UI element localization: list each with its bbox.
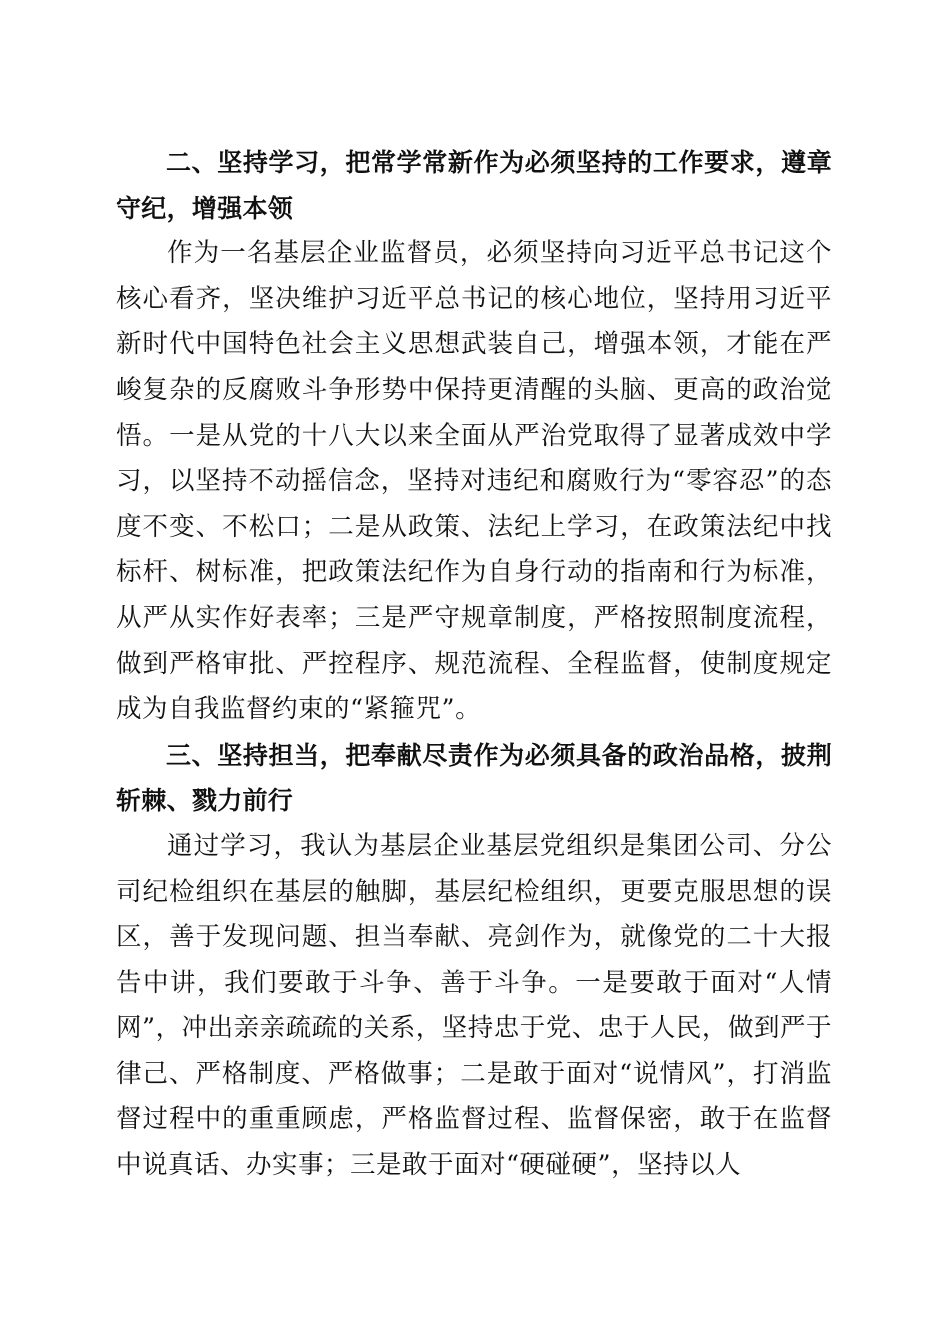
section-paragraph-3: 通过学习，我认为基层企业基层党组织是集团公司、分公司纪检组织在基层的触脚，基层纪检组织，更要克服思想的误区，善于发现问题、担当奉献、亮剑作为，就像党的二十大报告中讲，我们要敢于斗争、善于斗争。一是要敢于面对“人情网”，冲出亲亲疏疏的关系，坚持忠于党、忠于人民，做到严于律己、严格制度、严格做事；二是敢于面对“说情风”，打消监督过程中的重重顾虑，严格监督过程、监督保密，敢于在监督中说真话、办实事；三是敢于面对“硬碰硬”，坚持以人: [116, 830, 832, 1181]
section-heading-3: 三、坚持担当，把奉献尽责作为必须具备的政治品格，披荆斩棘、戮力前行: [116, 740, 832, 816]
section-paragraph-2: 作为一名基层企业监督员，必须坚持向习近平总书记这个核心看齐，坚决维护习近平总书记的核心地位，坚持用习近平新时代中国特色社会主义思想武装自己，增强本领，才能在严峻复杂的反腐败斗争形势中保持更清醒的头脑、更高的政治觉悟。一是从党的十八大以来全面从严治党取得了显著成效中学习，以坚持不动摇信念，坚持对违纪和腐败行为“零容忍”的态度不变、不松口；二是从政策、法纪上学习，在政策法纪中找标杆、树标准，把政策法纪作为自身行动的指南和行为标准，从严从实作好表率；三是严守规章制度，严格按照制度流程，做到严格审批、严控程序、规范流程、全程监督，使制度规定成为自我监督约束的“紧箍咒”。: [116, 238, 832, 725]
section-heading-2: 二、坚持学习，把常学常新作为必须坚持的工作要求，遵章守纪，增强本领: [116, 148, 832, 223]
document-body: [116, 140, 832, 1189]
